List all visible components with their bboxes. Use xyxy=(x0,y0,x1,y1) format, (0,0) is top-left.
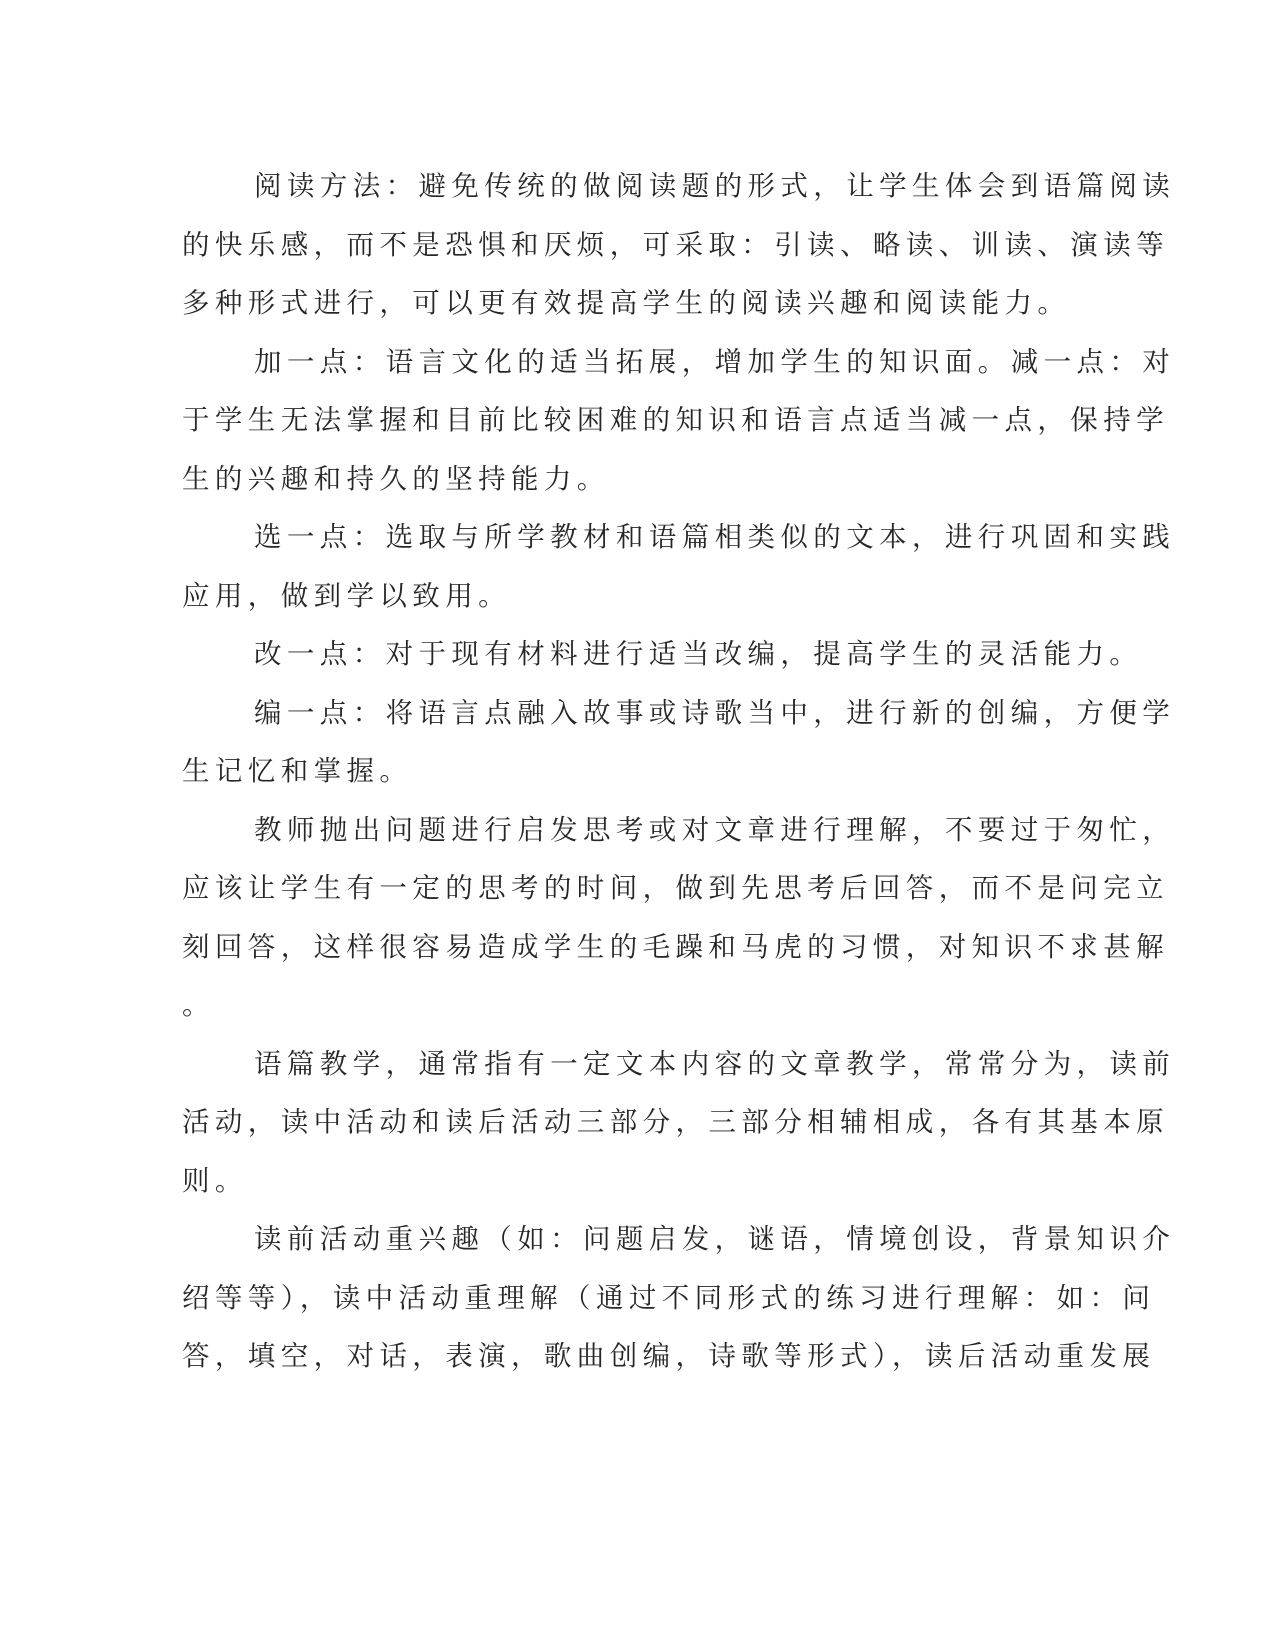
text-line: 生记忆和掌握。 xyxy=(182,755,413,787)
text-line: 应该让学生有一定的思考的时间，做到先思考后回答，而不是问完立 xyxy=(182,872,1169,904)
text-line: 答，填空，对话，表演，歌曲创编，诗歌等形式），读后活动重发展 xyxy=(182,1340,1156,1372)
text-line: 于学生无法掌握和目前比较困难的知识和语言点适当减一点，保持学 xyxy=(182,404,1169,436)
text-line: 选一点：选取与所学教材和语篇相类似的文本，进行巩固和实践 xyxy=(254,521,1176,553)
text-line: 改一点：对于现有材料进行适当改编，提高学生的灵活能力。 xyxy=(254,638,1143,670)
text-line: 多种形式进行，可以更有效提高学生的阅读兴趣和阅读能力。 xyxy=(182,287,1071,319)
document-body xyxy=(182,157,1176,1386)
text-line: 教师抛出问题进行启发思考或对文章进行理解，不要过于匆忙， xyxy=(254,813,1176,846)
text-line: 活动，读中活动和读后活动三部分，三部分相辅相成，各有其基本原 xyxy=(182,1106,1169,1138)
text-line: 。 xyxy=(182,989,215,1021)
text-line: 应用，做到学以致用。 xyxy=(182,579,511,612)
text-line: 的快乐感，而不是恐惧和厌烦，可采取：引读、略读、训读、演读等 xyxy=(182,228,1169,261)
text-line: 编一点：将语言点融入故事或诗歌当中，进行新的创编，方便学 xyxy=(254,696,1176,729)
text-line: 语篇教学，通常指有一定文本内容的文章教学，常常分为，读前 xyxy=(254,1047,1176,1080)
text-line: 读前活动重兴趣（如：问题启发，谜语，情境创设，背景知识介 xyxy=(254,1223,1176,1255)
text-line: 阅读方法：避免传统的做阅读题的形式，让学生体会到语篇阅读 xyxy=(254,170,1176,202)
text-line: 刻回答，这样很容易造成学生的毛躁和马虎的习惯，对知识不求甚解 xyxy=(182,930,1169,963)
text-line: 加一点：语言文化的适当拓展，增加学生的知识面。减一点：对 xyxy=(254,345,1176,378)
text-line: 则。 xyxy=(182,1164,248,1197)
text-line: 绍等等），读中活动重理解（通过不同形式的练习进行理解：如：问 xyxy=(182,1281,1156,1314)
text-line: 生的兴趣和持久的坚持能力。 xyxy=(182,462,610,495)
